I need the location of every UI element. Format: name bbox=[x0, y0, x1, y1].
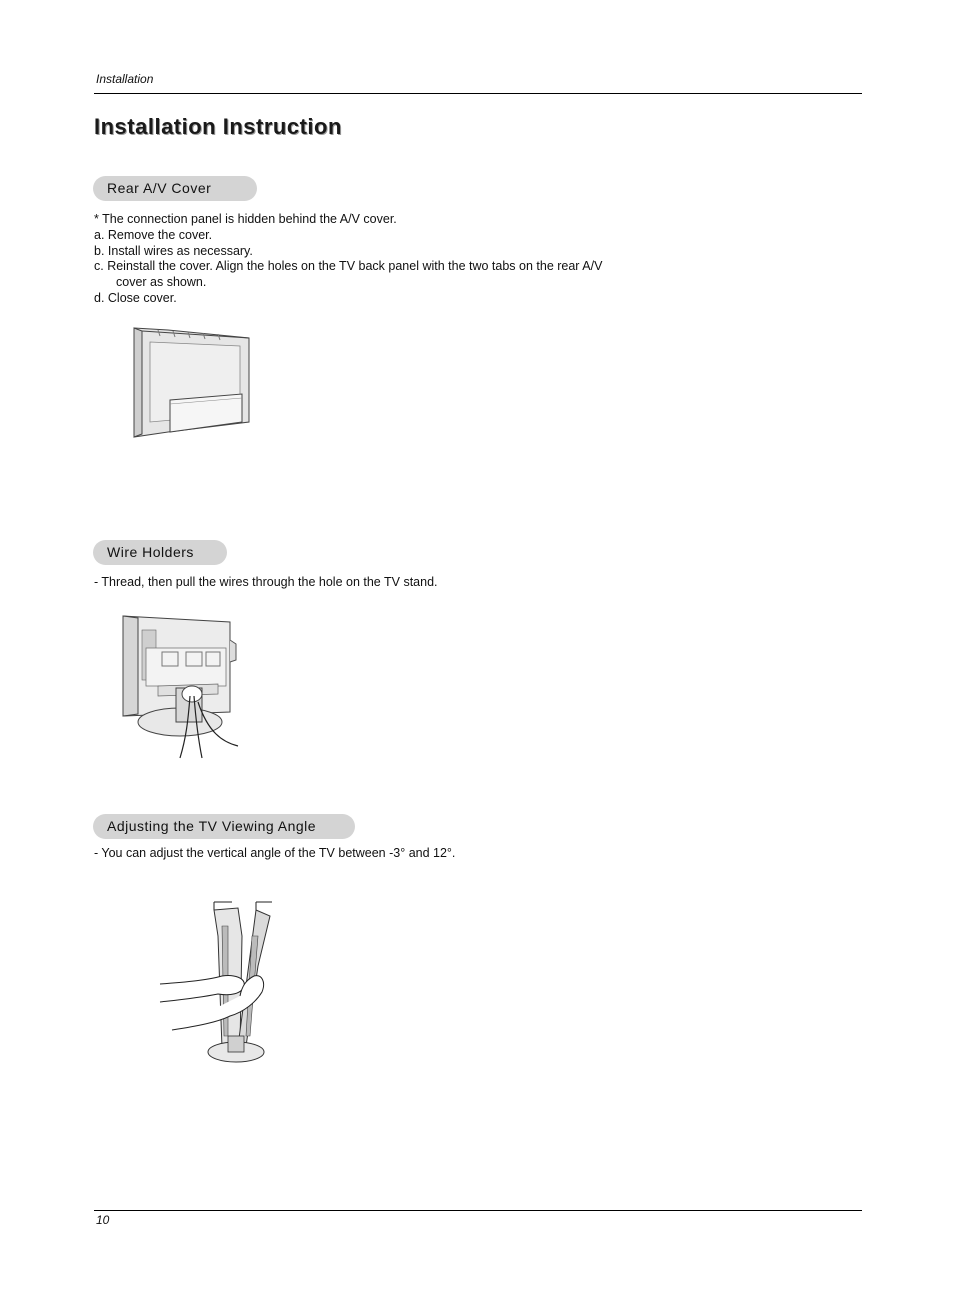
rear-av-cover-instructions bbox=[94, 212, 602, 307]
tv-rear-cover-illustration bbox=[128, 322, 254, 442]
instruction-line: * The connection panel is hidden behind the A/V cover. bbox=[94, 212, 397, 226]
footer-rule bbox=[94, 1210, 862, 1211]
page-title: Installation Instruction bbox=[94, 114, 342, 139]
instruction-line: c. Reinstall the cover. Align the holes on the TV back panel with the two tabs on the rear A/V bbox=[94, 259, 603, 274]
section-heading-rear-av-cover: Rear A/V Cover bbox=[93, 176, 257, 201]
instruction-line: d. Close cover. bbox=[94, 290, 177, 305]
instruction-line: cover as shown. bbox=[116, 275, 207, 290]
wire-holders-instructions bbox=[94, 575, 438, 591]
page-number: 10 bbox=[96, 1213, 110, 1227]
section-heading-viewing-angle: Adjusting the TV Viewing Angle bbox=[93, 814, 355, 839]
tv-tilt-illustration bbox=[158, 896, 278, 1068]
section-heading-wire-holders: Wire Holders bbox=[93, 540, 227, 565]
tv-wire-holder-illustration bbox=[118, 612, 240, 760]
viewing-angle-instructions bbox=[94, 846, 455, 862]
instruction-line: b. Install wires as necessary. bbox=[94, 243, 253, 258]
header-rule bbox=[94, 93, 862, 94]
running-header: Installation bbox=[96, 72, 154, 86]
instruction-line: - You can adjust the vertical angle of the TV between -3° and 12°. bbox=[94, 846, 456, 860]
instruction-line: - Thread, then pull the wires through the hole on the TV stand. bbox=[94, 575, 438, 589]
instruction-line: a. Remove the cover. bbox=[94, 227, 213, 242]
